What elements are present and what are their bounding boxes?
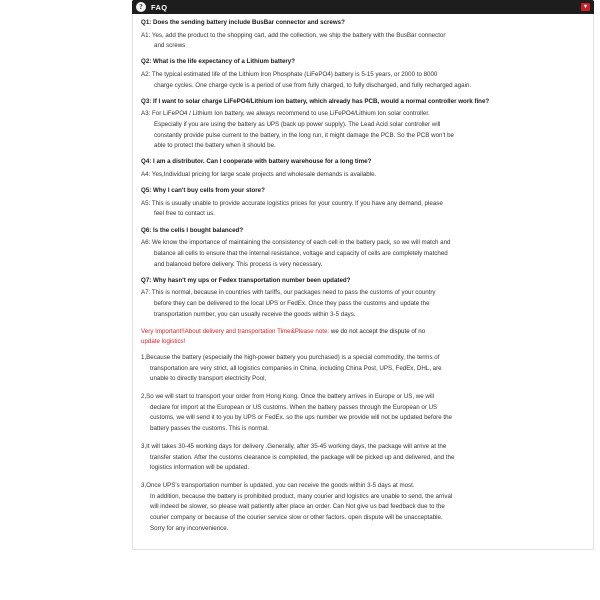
- faq-item: [141, 227, 585, 271]
- collapse-toggle-button[interactable]: ▼: [582, 4, 589, 10]
- faq-answer-line: before they can be delivered to the local UPS or FedEx. Once they pass the customs and update the: [154, 299, 430, 307]
- faq-answer-line: transportation number, you can usually receive the goods within 3-5 days.: [154, 310, 356, 318]
- faq-answer-label: A1:: [141, 31, 151, 39]
- faq-answer-line: This is normal, because in countries with tariffs, our packages need to pass the customs of your country: [151, 289, 436, 297]
- faq-answer-line: and screws: [154, 42, 186, 50]
- faq-answer-line: We know the importance of maintaining the consistency of each cell in the battery pack, so we will match and: [152, 239, 451, 247]
- question-mark-icon: ?: [136, 2, 146, 12]
- faq-item: [141, 187, 585, 220]
- faq-answer-line: This is usually unable to provide accurate logistics prices for your country. If you have any demand, please: [151, 199, 443, 207]
- paragraph-line: It will takes 30-45 working days for delivery .Generally, after 35-45 working days, the package will arrive at the: [146, 442, 447, 450]
- faq-question: Q3: If I want to solar charge LiFePO4/Lithium ion battery, which already has PCB, would a normal controller work fine?: [141, 97, 490, 105]
- paragraph-line: customs, we will send it to you by UPS or FedEx. so the ups number we provide will not be updated before the: [150, 414, 452, 422]
- faq-item: [141, 277, 585, 321]
- faq-item: [141, 98, 585, 152]
- faq-answer-line: Especially if you are using the battery as UPS (back up power supply). The Lead Acid solar controller will: [154, 121, 441, 129]
- faq-answer-label: A3:: [141, 110, 151, 118]
- paragraph-line: transfer station. After the customs clearance is completed, the package will be picked up and delivered, and the: [150, 453, 455, 461]
- faq-question: Q1: Does the sending battery include BusBar connector and screws?: [141, 19, 345, 26]
- paragraph-line: unable to directly transport electricity Pool,: [150, 375, 267, 383]
- faq-item: [141, 58, 585, 91]
- faq-answer-line: Yes,Individual pricing for large scale projects and wholesale demands is available.: [151, 171, 377, 179]
- faq-answer-label: A4:: [141, 171, 151, 179]
- faq-answer: [141, 70, 585, 91]
- shipping-paragraph: [141, 392, 585, 435]
- paragraph-line: courier company or because of the courier service slow or other factors. open dispute will be unacceptable.: [150, 514, 443, 522]
- shipping-paragraph: [141, 481, 585, 535]
- faq-answer-label: A2:: [141, 70, 151, 78]
- faq-body: [132, 14, 594, 550]
- faq-header: [132, 0, 594, 14]
- faq-answer: [141, 31, 585, 52]
- faq-answer-label: A5:: [141, 199, 151, 207]
- paragraph-line: Sorry for any inconvenience.: [150, 525, 229, 533]
- paragraph-line: So we will start to transport your order from Hong Kong. Once the battery arrives in Europe or US, we will: [146, 392, 435, 400]
- faq-question: Q5: Why I can't buy cells from your store?: [141, 187, 265, 195]
- faq-answer-label: A7:: [141, 289, 151, 297]
- faq-question: Q4: I am a distributor. Can I cooperate with battery warehouse for a long time?: [141, 158, 372, 166]
- faq-item: [141, 158, 585, 180]
- notice-red-text-2: update logistics!: [141, 338, 186, 346]
- paragraph-number: 3,: [141, 442, 147, 450]
- page-title: FAQ: [151, 2, 168, 12]
- faq-answer-line: Yes, add the product to the shopping cart, add the collection, we ship the battery with the BusBar connector: [151, 31, 446, 39]
- faq-answer-line: and balanced before delivery. This process is very necessary.: [154, 260, 323, 268]
- faq-answer-line: feel free to contact us.: [154, 210, 215, 218]
- paragraph-line: battery passes the customs. This is normal.: [150, 425, 269, 433]
- paragraph-number: 2,: [141, 392, 147, 400]
- faq-item: [141, 19, 585, 52]
- shipping-paragraph: [141, 353, 585, 386]
- faq-answer-line: The typical estimated life of the Lithium Iron Phosphate (LiFePO4) battery is 5-15 years, or 2000 to 8000: [151, 70, 438, 78]
- faq-answer-line: For LiFePO4 / Lithium Ion battery, we always recommend to use LiFePO4/Lithium Ion solar controller.: [152, 110, 430, 118]
- paragraph-number: 3,: [141, 481, 147, 489]
- paragraph-line: In addition, because the battery is prohibited product, many courier and logistics are unable to send, the arrival: [150, 492, 453, 500]
- faq-question: Q2: What is the life expectancy of a Lithium battery?: [141, 58, 296, 66]
- faq-answer: [141, 199, 585, 220]
- faq-answer-line: charge cycles. One charge cycle is a period of use from fully charged, to fully discharged, and fully recharged again.: [154, 81, 472, 89]
- paragraph-line: Because the battery (especially the high-power battery you purchased) is a special commodity, the terms of: [146, 353, 440, 361]
- faq-answer-label: A6:: [141, 239, 151, 247]
- faq-answer: [141, 238, 585, 270]
- important-notice: [141, 327, 585, 348]
- paragraph-number: 1,: [141, 353, 147, 361]
- paragraph-line: logistics information will be updated.: [150, 464, 250, 472]
- paragraph-line: Once UPS's transportation number is updated, you can receive the goods within 3-5 days at most.: [146, 481, 415, 489]
- shipping-paragraph: [141, 442, 585, 475]
- paragraph-line: transportation are very strict, all logistics companies in China, including China Post, UPS, FedEx, DHL, are: [150, 364, 442, 372]
- notice-red-text: Very Important!!About delivery and transportation Time&Please note:: [141, 327, 330, 335]
- faq-question: Q6: Is the cells I bought balanced?: [141, 226, 244, 234]
- paragraph-line: declare for import at the European or US customs. When the battery passes through the European or US: [150, 403, 438, 411]
- faq-answer: [141, 170, 585, 181]
- notice-black-text: we do not accept the dispute of no: [329, 327, 426, 335]
- faq-answer-line: constantly provide pulse current to the battery, in the long run, it might damage the PCB. So the PCB won't be: [154, 131, 454, 139]
- faq-answer-line: able to protect the battery when it should be.: [154, 142, 276, 150]
- faq-answer-line: balance all cells to ensure that the internal resistance, voltage and capacity of cells are completely matched: [154, 249, 448, 257]
- paragraph-line: will indeed be slower, so please wait patiently after place an order. Can Not give us bad feedback due to the: [150, 503, 445, 511]
- faq-question: Q7: Why hasn't my ups or Fedex transportation number been updated?: [141, 276, 351, 284]
- faq-answer: [141, 288, 585, 320]
- faq-answer: [141, 109, 585, 152]
